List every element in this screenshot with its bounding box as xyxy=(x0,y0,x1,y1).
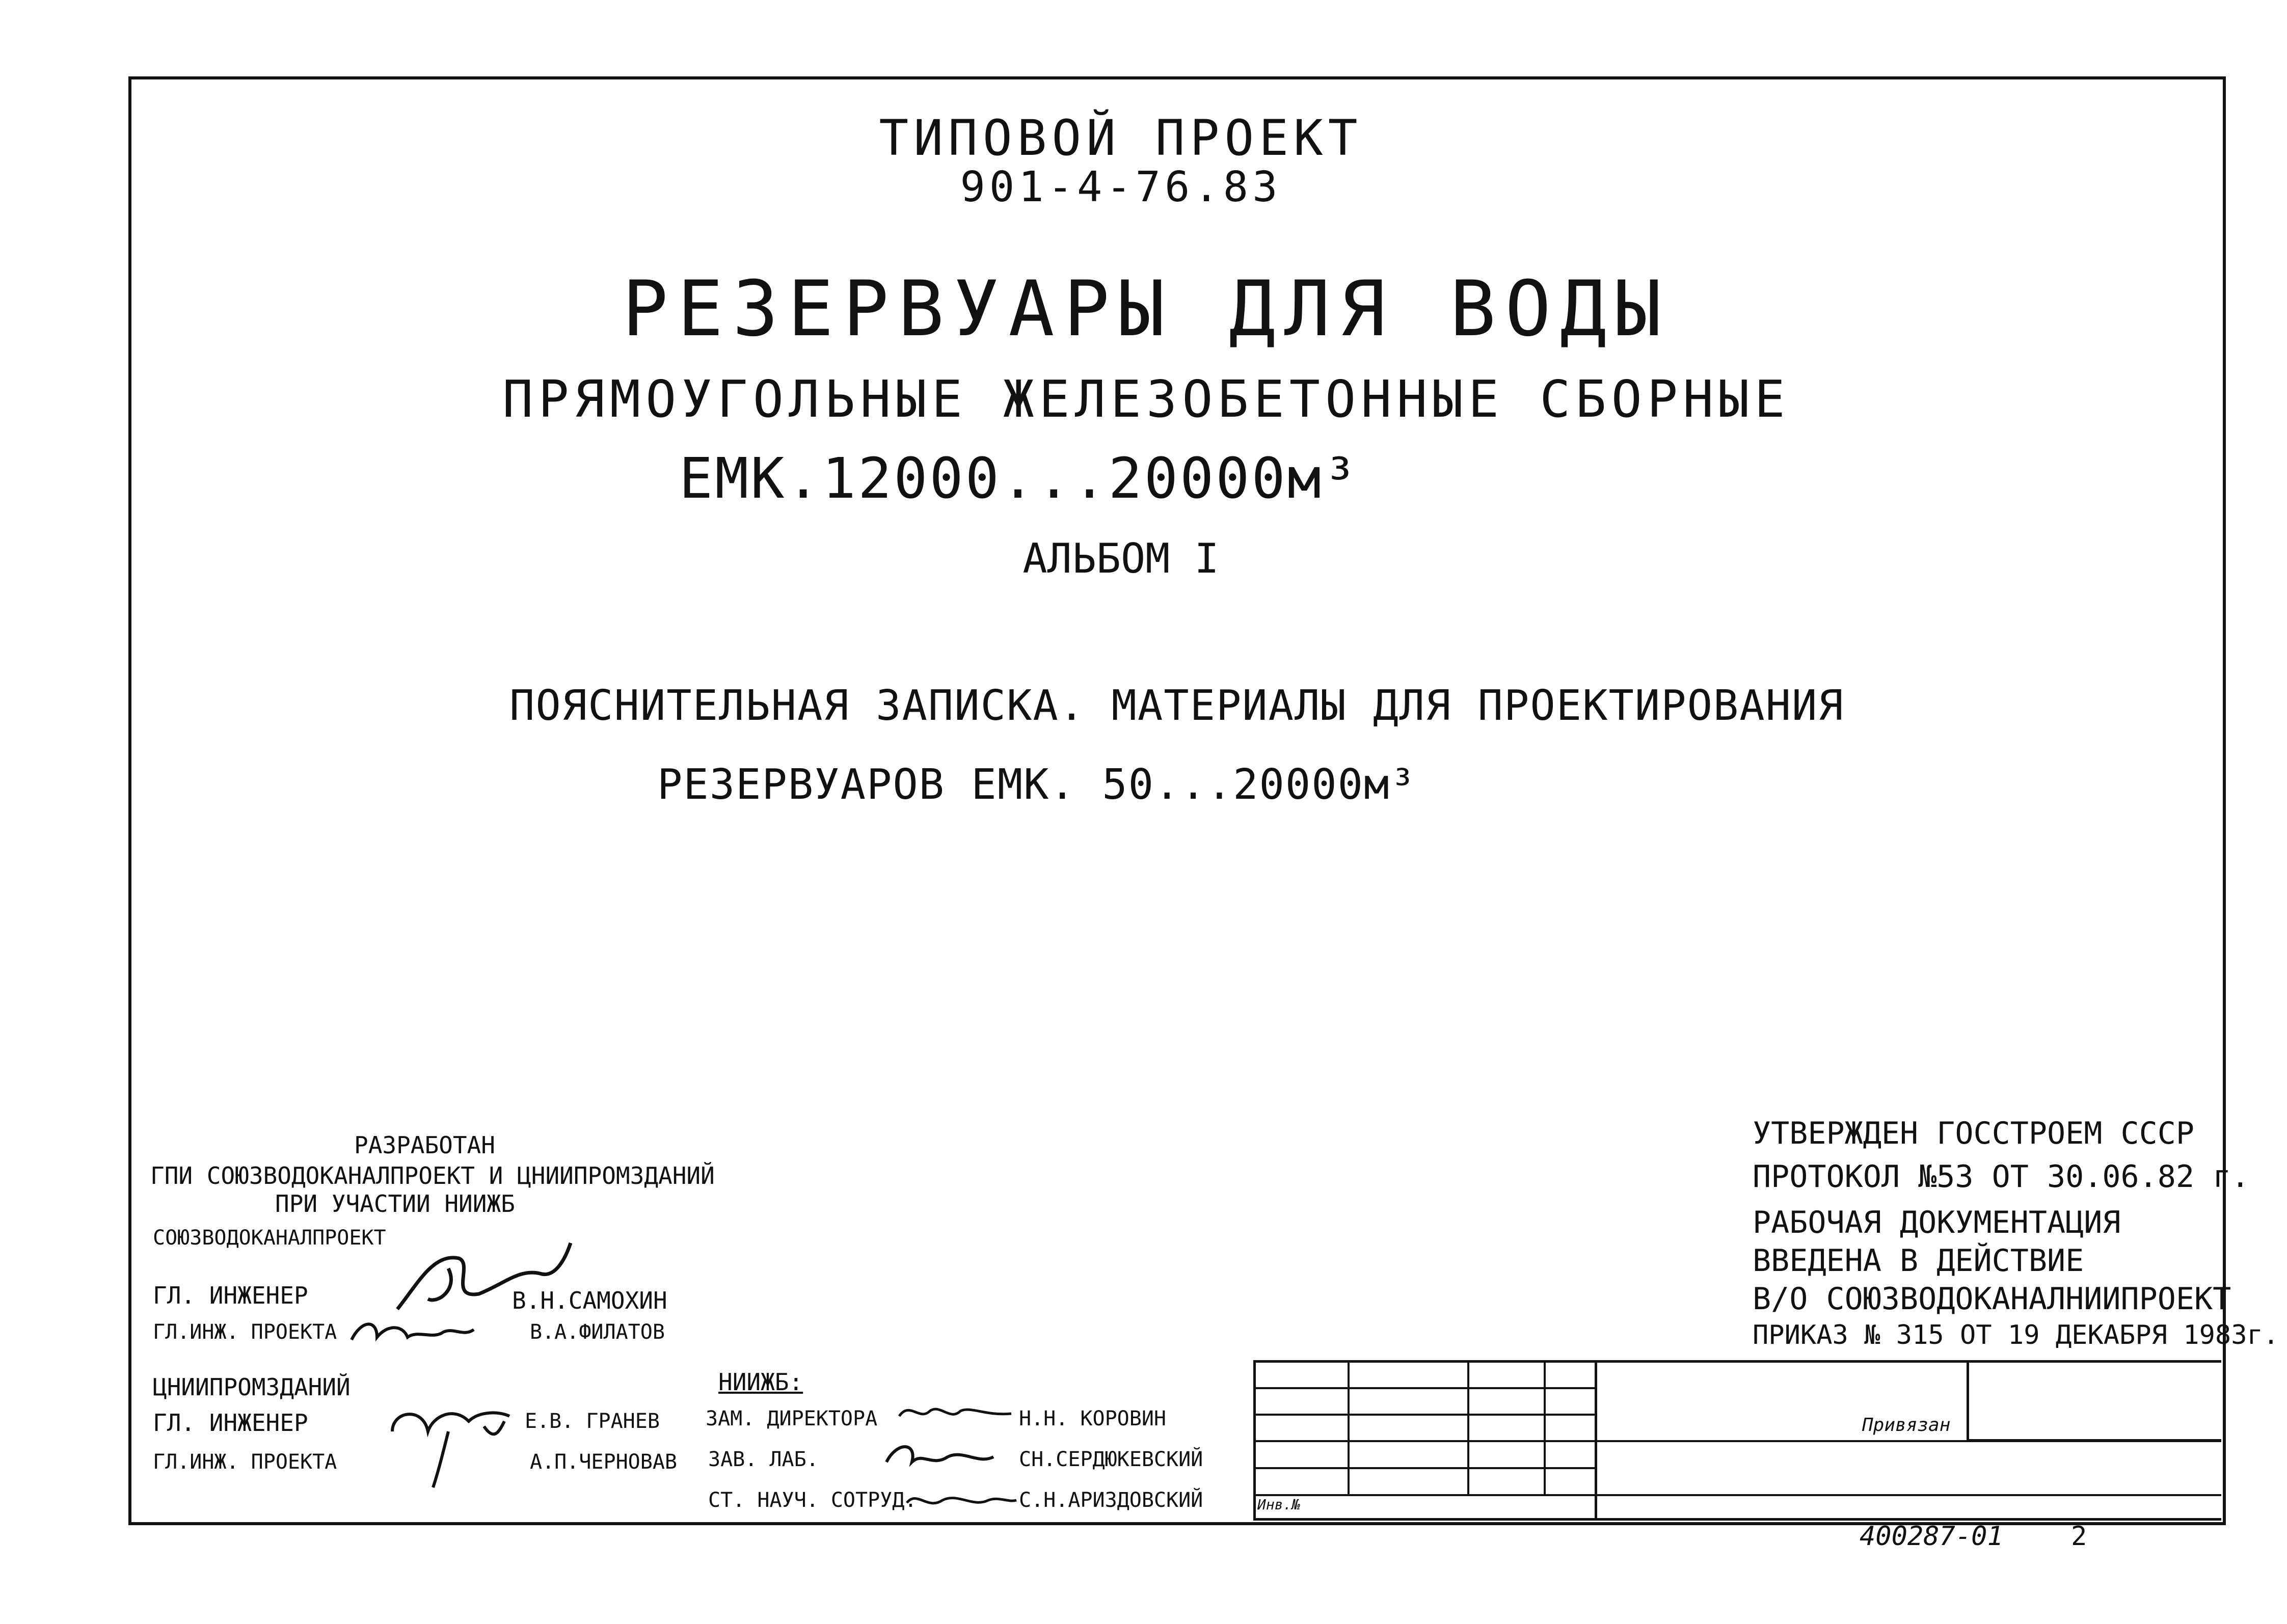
document-title: РЕЗЕРВУАРЫ ДЛЯ ВОДЫ xyxy=(622,265,1671,354)
approval-line-4: ВВЕДЕНА В ДЕЙСТВИЕ xyxy=(1753,1243,2084,1279)
approval-line-1: УТВЕРЖДЕН ГОССТРОЕМ СССР xyxy=(1753,1116,2194,1151)
stamp-inv-label: Инв.№ xyxy=(1257,1496,1301,1513)
org-a-name-2: В.А.ФИЛАТОВ xyxy=(530,1320,665,1344)
developed-org-line-2: ПРИ УЧАСТИИ НИИЖБ xyxy=(275,1190,515,1217)
org-b-name: ЦНИИПРОМЗДАНИЙ xyxy=(153,1373,351,1401)
org-a-role-1: ГЛ. ИНЖЕНЕР xyxy=(153,1282,308,1309)
approval-line-3: РАБОЧАЯ ДОКУМЕНТАЦИЯ xyxy=(1753,1205,2121,1240)
org-b-name-1: Е.В. ГРАНЕВ xyxy=(525,1410,660,1433)
org-a-role-2: ГЛ.ИНЖ. ПРОЕКТА xyxy=(153,1320,337,1344)
document-subtitle: ПРЯМОУГОЛЬНЫЕ ЖЕЛЕЗОБЕТОННЫЕ СБОРНЫЕ xyxy=(502,369,1790,429)
org-a-name-1: В.Н.САМОХИН xyxy=(512,1287,667,1314)
signature-filatov xyxy=(346,1309,479,1355)
signature-korovin xyxy=(894,1396,1016,1431)
developed-org-line-1: ГПИ СОЮЗВОДОКАНАЛПРОЕКТ И ЦНИИПРОМЗДАНИЙ xyxy=(150,1162,715,1189)
approval-line-6: ПРИКАЗ № 315 ОТ 19 ДЕКАБРЯ 1983г. xyxy=(1753,1320,2279,1350)
org-b-name-2: А.П.ЧЕРНОВАВ xyxy=(530,1450,677,1474)
signature-serdyukevsky xyxy=(881,1437,999,1477)
org-c-name: НИИЖБ: xyxy=(718,1368,803,1396)
stamp-table xyxy=(1253,1360,2221,1521)
signature-granev xyxy=(382,1386,525,1498)
org-c-name-1: Н.Н. КОРОВИН xyxy=(1019,1407,1166,1430)
org-a-name: СОЮЗВОДОКАНАЛПРОЕКТ xyxy=(153,1226,386,1250)
note-line-1: ПОЯСНИТЕЛЬНАЯ ЗАПИСКА. МАТЕРИАЛЫ ДЛЯ ПРОЕКТИРОВАНИЯ xyxy=(509,682,1844,730)
org-c-name-3: С.Н.АРИЗДОВСКИЙ xyxy=(1019,1488,1203,1512)
org-c-name-2: СН.СЕРДЮКЕВСКИЙ xyxy=(1019,1448,1203,1471)
project-number: 901-4-76.83 xyxy=(960,163,1282,211)
developed-heading: РАЗРАБОТАН xyxy=(354,1131,495,1159)
album-label: АЛЬБОМ I xyxy=(1023,535,1219,582)
stamp-privyazan-label: Привязан xyxy=(1862,1415,1951,1436)
footer-document-code: 400287-01 xyxy=(1860,1521,2003,1552)
capacity-range: ЕМК.12000...20000м³ xyxy=(679,446,1359,511)
approval-line-5: В/О СОЮЗВОДОКАНАЛНИИПРОЕКТ xyxy=(1753,1281,2231,1317)
approval-line-2: ПРОТОКОЛ №53 ОТ 30.06.82 г. xyxy=(1753,1159,2250,1195)
org-c-role-2: ЗАВ. ЛАБ. xyxy=(708,1448,819,1471)
project-type-heading: ТИПОВОЙ ПРОЕКТ xyxy=(879,110,1363,167)
org-c-role-1: ЗАМ. ДИРЕКТОРА xyxy=(706,1407,878,1430)
signature-arizdovsky xyxy=(902,1485,1019,1515)
note-line-2: РЕЗЕРВУАРОВ ЕМК. 50...20000м³ xyxy=(657,761,1416,809)
org-b-role-1: ГЛ. ИНЖЕНЕР xyxy=(153,1409,308,1437)
org-b-role-2: ГЛ.ИНЖ. ПРОЕКТА xyxy=(153,1450,337,1474)
org-c-role-3: СТ. НАУЧ. СОТРУД. xyxy=(708,1488,917,1512)
footer-page-number: 2 xyxy=(2071,1521,2087,1552)
